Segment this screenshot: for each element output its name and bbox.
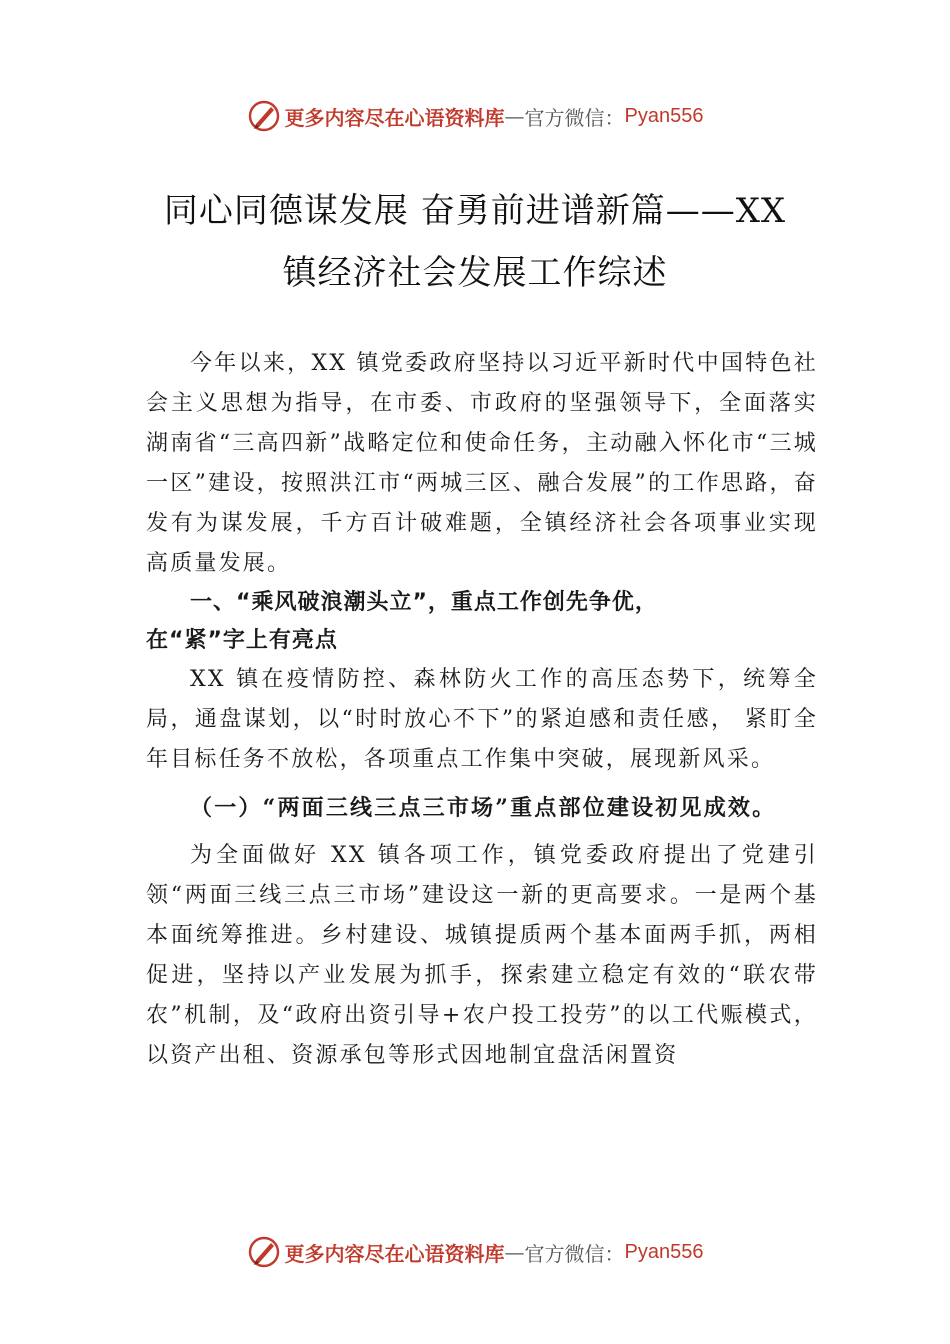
section-heading-1-line-2: 在“紧”字上有亮点	[146, 628, 338, 653]
document-title	[140, 180, 810, 304]
section-heading-1	[146, 584, 818, 660]
watermark-banner-top	[0, 96, 950, 136]
watermark-site: 更多内容尽在心语资料库	[284, 1241, 505, 1266]
watermark-dash: —	[504, 104, 525, 128]
document-body	[146, 344, 818, 1076]
title-line-2: 镇经济社会发展工作综述	[282, 253, 668, 293]
paragraph-intro: 今年以来，XX 镇党委政府坚持以习近平新时代中国特色社会主义思想为指导，在市委、市政府的坚强领导下，全面落实湖南省“三高四新”战略定位和使命任务，主动融入怀化市“三城一区”建设，按照洪江市“两城三区、融合发展”的工作思路，奋发有为谋发展，千方百计破难题，全镇经济社会各项事业实现高质量发展。	[146, 351, 818, 576]
pen-logo-icon	[247, 99, 281, 133]
watermark-wechat-id: Pyan556	[624, 104, 704, 127]
watermark-site: 更多内容尽在心语资料库	[284, 105, 505, 130]
section-heading-1-line-1: 一、“乘风破浪潮头立”，重点工作创先争优，	[190, 590, 658, 615]
title-line-1: 同心同德谋发展 奋勇前进谱新篇——XX	[163, 191, 787, 231]
paragraph-subsection-1: 为全面做好 XX 镇各项工作，镇党委政府提出了党建引领“两面三线三点三市场”建设这一新的更高要求。一是两个基本面统筹推进。乡村建设、城镇提质两个基本面两手抓，两相促进，坚持以产业发展为抓手，探索建立稳定有效的“联农带农”机制，及“政府出资引导+农户投工投劳”的以工代赈模式，以资产出租、资源承包等形式因地制宜盘活闲置资	[146, 843, 818, 1068]
watermark-wechat-id: Pyan556	[624, 1240, 704, 1263]
watermark-banner-bottom	[0, 1232, 950, 1272]
watermark-dash: —	[504, 1240, 525, 1264]
subsection-heading-1: （一）“两面三线三点三市场”重点部位建设初见成效。	[190, 795, 777, 821]
watermark-label: 官方微信：	[524, 1241, 625, 1266]
watermark-label: 官方微信：	[524, 105, 625, 130]
paragraph-section-1: XX 镇在疫情防控、森林防火工作的高压态势下，统筹全局，通盘谋划，以“时时放心不下”的紧迫感和责任感， 紧盯全年目标任务不放松，各项重点工作集中突破，展现新风采。	[146, 667, 818, 772]
pen-logo-icon	[247, 1235, 281, 1269]
